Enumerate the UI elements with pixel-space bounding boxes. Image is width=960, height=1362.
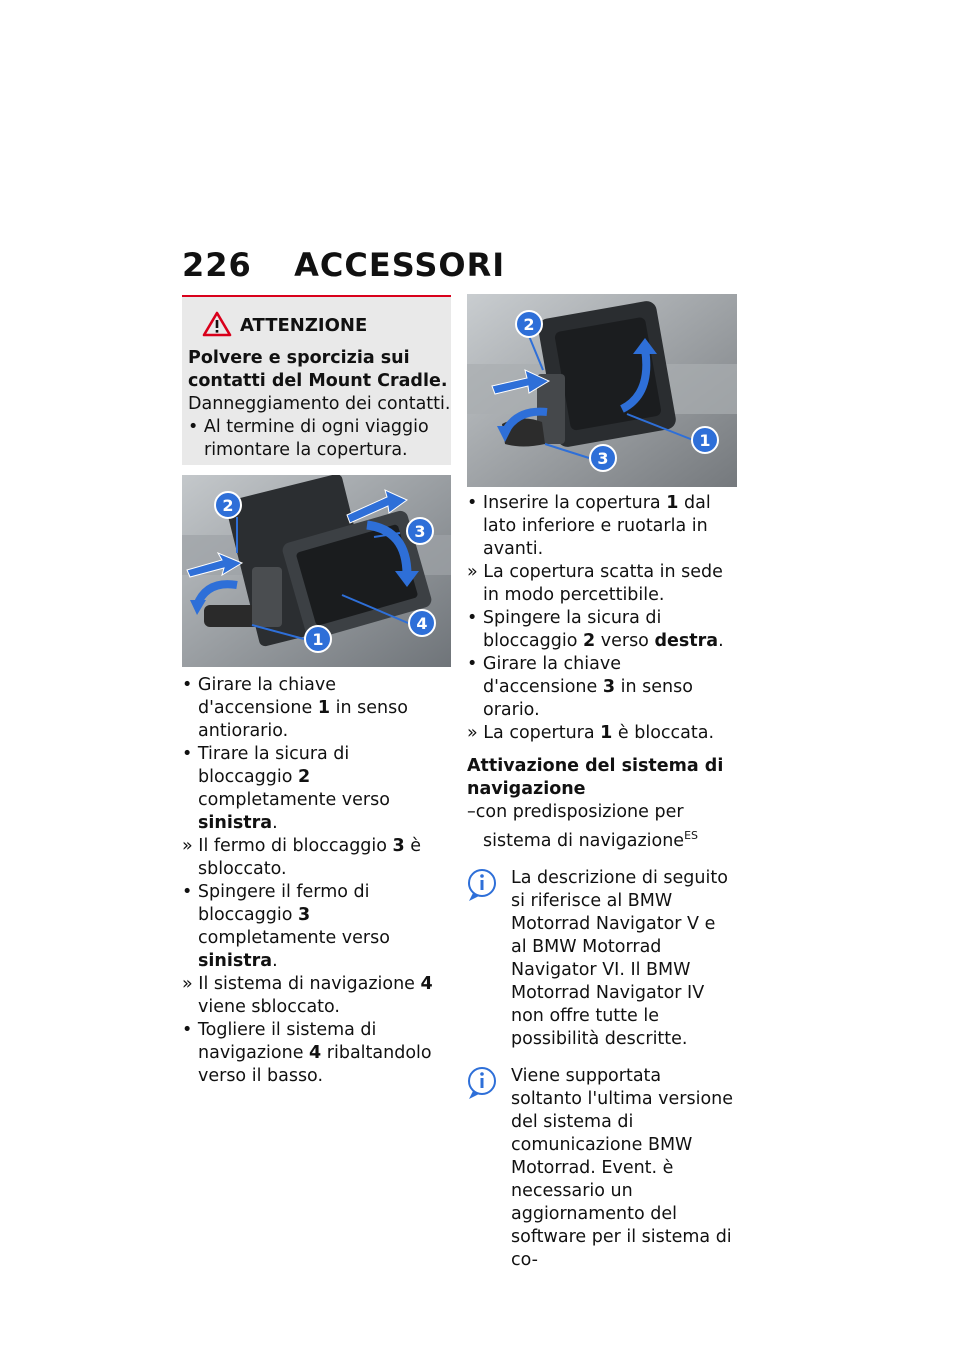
list-item: • Spingere il fermo di bloccaggio 3 completamente verso sinistra.	[182, 882, 390, 971]
section-condition: –con predisposizione per sistema di navigazione$^{ES}$	[467, 802, 699, 851]
list-item: » Il fermo di bloccaggio 3 è sbloccato.	[182, 836, 422, 879]
list-item: » La copertura scatta in sede in modo percettibile.	[467, 562, 723, 605]
svg-text:3: 3	[414, 522, 426, 541]
info-icon	[467, 867, 501, 903]
page-header	[182, 246, 505, 284]
svg-text:2: 2	[222, 496, 234, 515]
svg-text:1: 1	[699, 431, 711, 450]
list-item: • Togliere il sistema di navigazione 4 ribaltandolo verso il basso.	[182, 1020, 432, 1086]
list-item: • Tirare la sicura di bloccaggio 2 completamente verso sinistra.	[182, 744, 390, 833]
page-title: ACCESSORI	[294, 246, 506, 284]
list-item: • Girare la chiave d'accensione 3 in senso orario.	[467, 654, 693, 720]
left-steps	[182, 674, 444, 1088]
warning-bullet: • Al termine di ogni viaggio rimontare la copertura.	[188, 417, 429, 460]
warning-box	[182, 297, 451, 465]
svg-text:3: 3	[597, 449, 609, 468]
figure-install-cover	[467, 294, 737, 487]
info-text-2: Viene supportata soltanto l'ultima versione del sistema di comunicazione BMW Motorrad. Event. è necessario un aggiornamento del software per il sistema di co-	[511, 1065, 734, 1270]
callout-2	[516, 311, 542, 337]
info-icon	[467, 1065, 501, 1101]
page-number: 226	[182, 246, 252, 284]
info-note-2	[467, 1065, 735, 1272]
callout-4	[409, 610, 435, 636]
callout-1	[692, 427, 718, 453]
warning-heading	[202, 311, 367, 337]
warning-triangle-icon	[202, 311, 232, 337]
callout-3	[590, 445, 616, 471]
figure-remove-navigator	[182, 475, 451, 667]
svg-text:4: 4	[416, 614, 428, 633]
list-item: » Il sistema di navigazione 4 viene sbloccato.	[182, 974, 433, 1017]
list-item: • Spingere la sicura di bloccaggio 2 verso destra.	[467, 608, 724, 651]
list-item: • Girare la chiave d'accensione 1 in senso antiorario.	[182, 675, 408, 741]
right-steps	[467, 492, 735, 1272]
warning-title: Polvere e sporcizia sui contatti del Mount Cradle.	[188, 348, 448, 391]
callout-3	[407, 518, 433, 544]
warning-heading-text: ATTENZIONE	[240, 315, 368, 336]
info-note-1	[467, 867, 735, 1051]
section-title: Attivazione del sistema di navigazione	[467, 756, 724, 799]
callout-2	[215, 492, 241, 518]
warning-text: Danneggiamento dei contatti.	[188, 394, 451, 414]
list-item: » La copertura 1 è bloccata.	[467, 723, 715, 743]
svg-text:1: 1	[312, 630, 324, 649]
list-item: • Inserire la copertura 1 dal lato inferiore e ruotarla in avanti.	[467, 493, 711, 559]
info-text-1: La descrizione di seguito si riferisce al BMW Motorrad Navigator V e al BMW Motorrad Navigator VI. Il BMW Motorrad Navigator IV non offre tutte le possibilità descritte.	[511, 867, 728, 1049]
svg-text:2: 2	[523, 315, 535, 334]
callout-1	[305, 626, 331, 652]
